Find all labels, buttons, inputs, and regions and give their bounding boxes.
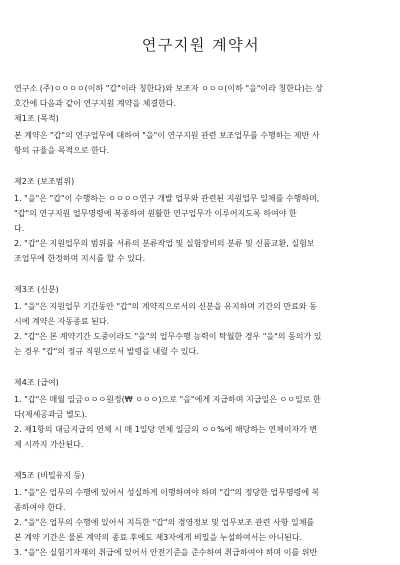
article-heading: 제5조 (비밀유지 등) <box>14 471 85 480</box>
article-clause: 2. "갑"은 본 계약기간 도중이라도 "을"의 업무수행 능력이 탁월한 경우 "을"의 동의가 있 는 경우 "갑"의 정규 직원으로서 발령을 내릴 수 있다. <box>14 332 322 356</box>
article-clause: 1. "갑"은 매월 일금ㅇㅇㅇ원정(₩ ㅇㅇㅇ)으로 "을"에게 지급하며 지급일은 ㅇㅇ일로 한 다(제세공과금 별도). <box>14 395 321 419</box>
article-clause: 2. "갑"은 지원업무의 범위를 서류의 분류작업 및 실험장비의 분류 및 신품교환, 실험보 조업무에 한정하며 지시를 할 수 있다. <box>14 239 315 263</box>
article-clause: 1. "을"은 지원업무 기간동안 "갑"의 계약직으로서의 신분을 유지하며 기간의 만료와 동 시에 계약은 자동종료 된다. <box>14 302 317 326</box>
document-intro: 연구소 (주)ㅇㅇㅇㅇ(이하 "갑"이라 칭한다)와 보조자 ㅇㅇㅇ(이하 "을"이라 칭한다)는 상 호간에 다음과 같이 연구지원 계약을 체결한다. <box>14 84 323 108</box>
article-heading: 제1조 (목적) <box>14 114 59 123</box>
article-4 <box>14 375 388 452</box>
article-1 <box>14 111 388 158</box>
article-clause: 본 계약은 "갑"의 연구업무에 대하여 "을"이 연구지원 관련 보조업무를 수행하는 제반 사 항의 규율을 목적으로 한다. <box>14 131 320 155</box>
article-clause: 1. "을"은 업무의 수행에 있어서 성실하게 이행하여야 하며 "갑"의 정당한 업무명령에 복 종하여야 한다. <box>14 488 320 512</box>
article-clause: 3. "을"은 실험기자재의 취급에 있어서 안전기준을 준수하여 취급하여야 하며 이를 위반 <box>14 548 318 557</box>
article-heading: 제2조 (보조범위) <box>14 177 75 186</box>
article-heading: 제4조 (급여) <box>14 378 59 387</box>
article-3 <box>14 282 388 359</box>
article-clause: 2. "을"은 업무의 수행에 있어서 지득한 "갑"의 경영정보 및 업무보조 관련 사항 일체를 본 계약 기간은 물론 계약의 종료 후에도 제3자에게 비밀을 누설하여서는 아니된다. <box>14 518 315 542</box>
article-clause: 2. 제1항의 대금지급의 연체 시 매 1일당 연체 일금의 ㅇㅇ%에 해당하는 연체이자가 변 제 시까지 가산된다. <box>14 425 318 449</box>
article-heading: 제3조 (신분) <box>14 285 59 294</box>
document-title: 연구지원 계약서 <box>141 36 261 54</box>
article-2 <box>14 174 388 266</box>
article-clause: 1. "을"은 "갑"이 수행하는 ㅇㅇㅇㅇ연구 개발 업무와 관련된 지원업무 일체를 수행하며, "갑"의 연구지원 업무명령에 복종하여 원활한 연구업무가 이루어지도록 하여야 한 다. <box>14 194 320 233</box>
article-5 <box>14 468 388 560</box>
